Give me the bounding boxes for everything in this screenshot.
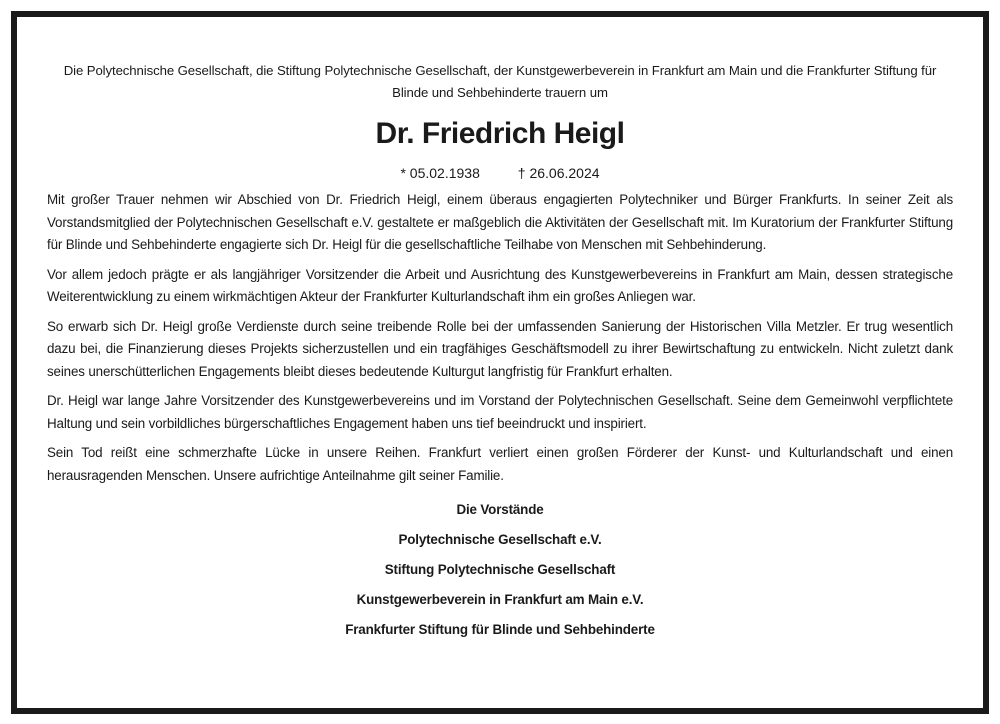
obituary-notice [47,60,953,645]
deceased-name: Dr. Friedrich Heigl [375,117,625,150]
signature-line-kunstgewerbeverein: Kunstgewerbeverein in Frankfurt am Main e.V. [356,592,644,607]
paragraph-5: Sein Tod reißt eine schmerzhafte Lücke in unsere Reihen. Frankfurt verliert einen großen Förderer der Kunst- und Kulturlandschaft und einen herausragenden Menschen. Unsere aufrichtige Anteilnahme gilt seiner Familie. [47,445,953,483]
paragraph-1: Mit großer Trauer nehmen wir Abschied von Dr. Friedrich Heigl, einem überaus engagierten Polytechniker und Bürger Frankfurts. In seiner Zeit als Vorstandsmitglied der Polytechnischen Gesellschaft e.V. gestaltete er maßgeblich die Aktivitäten der Gesellschaft mit. Im Kuratorium der Frankfurter Stiftung für Blinde und Sehbehinderte engagierte sich Dr. Heigl für die gesellschaftliche Teilhabe von Menschen mit Sehbehinderung. [47,192,953,252]
signature-line-boards: Die Vorstände [456,502,544,517]
signature-block [47,495,953,645]
life-dates [47,163,953,183]
signature-line-polytechnische: Polytechnische Gesellschaft e.V. [398,532,602,547]
paragraph-3: So erwarb sich Dr. Heigl große Verdienste durch seine treibende Rolle bei der umfassenden Sanierung der Historischen Villa Metzler. Er trug wesentlich dazu bei, die Finanzierung dieses Projekts sicherzustellen und ein tragfähiges Geschäftsmodell zu ihrer Bewirtschaftung zu entwickeln. Nicht zuletzt dank seines unerschütterlichen Engagements bleibt dieses bedeutende Kulturgut langfristig für Frankfurt erhalten. [47,318,953,379]
death-date: † 26.06.2024 [517,165,600,181]
paragraph-2: Vor allem jedoch prägte er als langjähriger Vorsitzender die Arbeit und Ausrichtung des Kunstgewerbevereins in Frankfurt am Main, dessen strategische Weiterentwicklung zu einem wirkmächtigen Akteur der Frankfurter Kulturlandschaft ihm ein großes Anliegen war. [47,266,953,304]
signature-line-blindenstiftung: Frankfurter Stiftung für Blinde und Sehbehinderte [345,622,655,637]
signature-line-stiftung: Stiftung Polytechnische Gesellschaft [384,562,616,577]
paragraph-4: Dr. Heigl war lange Jahre Vorsitzender des Kunstgewerbevereins und im Vorstand der Polytechnischen Gesellschaft. Seine dem Gemeinwohl verpflichtete Haltung und sein vorbildliches bürgerschaftliches Engagement haben uns tief beeindruckt und inspiriert. [47,393,953,431]
intro-text: Die Polytechnische Gesellschaft, die Stiftung Polytechnische Gesellschaft, der Kunstgewerbeverein in Frankfurt am Main und die Frankfurter Stiftung für Blinde und Sehbehinderte trauern um [63,63,937,100]
birth-date: * 05.02.1938 [400,165,480,181]
